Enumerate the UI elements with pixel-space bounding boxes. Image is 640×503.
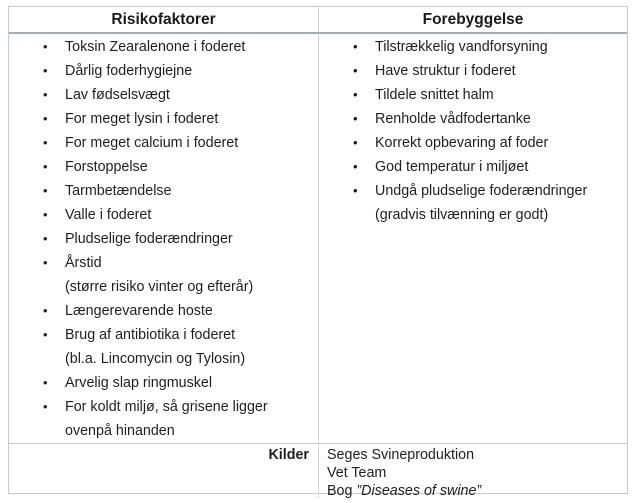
list-item-line: Brug af antibiotika i foderet xyxy=(65,327,236,343)
list-item-text xyxy=(375,131,627,155)
list-item xyxy=(9,251,318,299)
list-item-text xyxy=(375,83,627,107)
list-item-line: For meget lysin i foderet xyxy=(65,111,219,127)
list-item-line: Have struktur i foderet xyxy=(375,63,516,79)
list-item-line: (større risiko vinter og efterår) xyxy=(65,279,254,295)
bullet-icon: • xyxy=(43,87,48,102)
column-header-risikofaktorer: Risikofaktorer xyxy=(111,11,216,28)
list-item xyxy=(9,131,318,155)
bullet-icon: • xyxy=(43,231,48,246)
list-item-text xyxy=(65,251,318,299)
list-item xyxy=(9,227,318,251)
list-item-text xyxy=(375,179,627,227)
list-item-line: For meget calcium i foderet xyxy=(65,135,239,151)
list-item-text xyxy=(65,59,318,83)
column-header-forebyggelse: Forebyggelse xyxy=(318,7,627,32)
bullet-icon: • xyxy=(43,255,48,270)
list-item-text xyxy=(65,299,318,323)
bullet-icon: • xyxy=(353,159,358,174)
list-item-line: Forstoppelse xyxy=(65,159,148,175)
list-item-line: (bl.a. Lincomycin og Tylosin) xyxy=(65,351,246,367)
bullet-icon: • xyxy=(353,111,358,126)
forebyggelse-list xyxy=(318,34,627,443)
source-line: Seges Svineproduktion xyxy=(327,447,475,463)
bullet-icon: • xyxy=(43,375,48,390)
list-item-line: Arvelig slap ringmuskel xyxy=(65,375,212,391)
list-item-text xyxy=(375,107,627,131)
list-item-line: ovenpå hinanden xyxy=(65,423,175,439)
list-item-line: For koldt miljø, så grisene ligger xyxy=(65,399,268,415)
bullet-icon: • xyxy=(353,39,358,54)
list-item xyxy=(319,107,627,131)
list-item xyxy=(9,59,318,83)
source-line: Vet Team xyxy=(327,465,387,481)
bullet-icon: • xyxy=(353,63,358,78)
bullet-icon: • xyxy=(43,399,48,414)
list-item-text xyxy=(65,83,318,107)
list-item-line: Dårlig foderhygiejne xyxy=(65,63,193,79)
risk-prevention-table xyxy=(8,6,628,499)
list-item-line: Længerevarende hoste xyxy=(65,303,213,319)
list-item-line: Pludselige foderændringer xyxy=(65,231,233,247)
table-body-row xyxy=(9,34,627,443)
risikofaktorer-list xyxy=(9,34,318,443)
bullet-icon: • xyxy=(43,39,48,54)
bullet-icon: • xyxy=(43,303,48,318)
list-item-line: Valle i foderet xyxy=(65,207,152,223)
bullet-icon: • xyxy=(43,63,48,78)
bullet-icon: • xyxy=(353,87,358,102)
list-item-line: Lav fødselsvægt xyxy=(65,87,170,103)
list-item-text xyxy=(375,155,627,179)
list-item xyxy=(9,299,318,323)
list-item xyxy=(9,203,318,227)
list-item xyxy=(9,107,318,131)
list-item-text xyxy=(65,323,318,371)
list-item-line: Korrekt opbevaring af foder xyxy=(375,135,549,151)
source-line xyxy=(327,482,627,500)
list-item xyxy=(9,179,318,203)
list-item-line: Tilstrækkelig vandforsyning xyxy=(375,39,548,55)
table-header-row xyxy=(9,7,627,34)
list-item xyxy=(9,323,318,371)
bullet-icon: • xyxy=(43,135,48,150)
list-item-text xyxy=(65,131,318,155)
list-item-line: Toksin Zearalenone i foderet xyxy=(65,39,246,55)
list-item-text xyxy=(65,35,318,59)
list-item-text xyxy=(65,371,318,395)
bullet-icon: • xyxy=(43,111,48,126)
list-item-text xyxy=(65,395,318,443)
list-item xyxy=(9,395,318,443)
list-item xyxy=(9,155,318,179)
bullet-icon: • xyxy=(43,327,48,342)
bullet-icon: • xyxy=(353,183,358,198)
list-item xyxy=(319,59,627,83)
list-item-line: Tarmbetændelse xyxy=(65,183,172,199)
bullet-icon: • xyxy=(353,135,358,150)
sources-list xyxy=(318,444,627,498)
list-item xyxy=(319,83,627,107)
sources-row xyxy=(9,443,627,498)
list-item-line: (gradvis tilvænning er godt) xyxy=(375,207,549,223)
list-item-text xyxy=(375,35,627,59)
list-item-line: Undgå pludselige foderændringer xyxy=(375,183,588,199)
list-item xyxy=(319,131,627,155)
list-item-line: Renholde vådfodertanke xyxy=(375,111,531,127)
list-item-text xyxy=(65,179,318,203)
list-item-text xyxy=(65,227,318,251)
list-item-line: Årstid xyxy=(65,255,102,271)
list-item xyxy=(319,179,627,227)
sources-label: Kilder xyxy=(268,447,309,463)
list-item-line: Tildele snittet halm xyxy=(375,87,494,103)
list-item-text xyxy=(65,107,318,131)
bullet-icon: • xyxy=(43,159,48,174)
list-item-text xyxy=(65,203,318,227)
list-item xyxy=(9,371,318,395)
list-item xyxy=(9,83,318,107)
list-item-text xyxy=(65,155,318,179)
list-item xyxy=(9,35,318,59)
bullet-icon: • xyxy=(43,207,48,222)
list-item-line: God temperatur i miljøet xyxy=(375,159,529,175)
list-item-text xyxy=(375,59,627,83)
list-item xyxy=(319,35,627,59)
source-prefix: Bog xyxy=(327,483,357,499)
bullet-icon: • xyxy=(43,183,48,198)
list-item xyxy=(319,155,627,179)
source-title-italic: ”Diseases of swine” xyxy=(356,483,482,499)
